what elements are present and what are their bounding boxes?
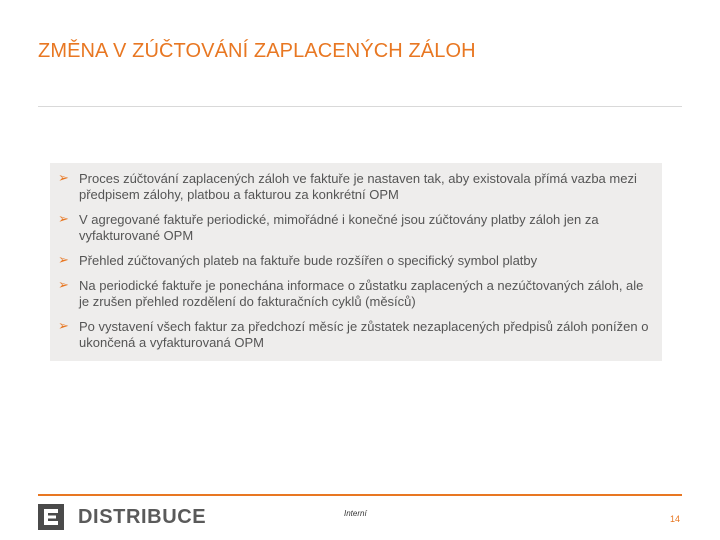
bullet-item <box>58 171 650 203</box>
content-box <box>50 163 662 361</box>
footer-divider <box>38 494 682 496</box>
bullet-text: Přehled zúčtovaných plateb na faktuře bude rozšířen o specifický symbol platby <box>79 253 538 268</box>
bullet-text: V agregované faktuře periodické, mimořádné i konečné jsou zúčtovány platby záloh jen za vyfakturované OPM <box>79 212 599 243</box>
arrow-bullet-icon: ➢ <box>58 319 69 334</box>
logo-text: DISTRIBUCE <box>78 505 207 528</box>
bullet-text: Proces zúčtování zaplacených záloh ve faktuře je nastaven tak, aby existovala přímá vazba mezi předpisem zálohy, platbou a fakturou za konkrétní OPM <box>79 171 637 202</box>
bullet-item <box>58 319 650 351</box>
bullet-item <box>58 253 650 269</box>
title-divider <box>38 106 682 107</box>
bullet-list <box>50 163 662 351</box>
bullet-item <box>58 278 650 310</box>
slide-title: ZMĚNA V ZÚČTOVÁNÍ ZAPLACENÝCH ZÁLOH <box>38 40 476 62</box>
arrow-bullet-icon: ➢ <box>58 171 69 186</box>
company-logo <box>38 504 206 530</box>
page-number: 14 <box>669 514 680 524</box>
cez-logo-icon <box>38 504 64 530</box>
arrow-bullet-icon: ➢ <box>58 253 69 268</box>
arrow-bullet-icon: ➢ <box>58 278 69 293</box>
bullet-item <box>58 212 650 244</box>
bullet-text: Na periodické faktuře je ponechána informace o zůstatku zaplacených a nezúčtovaných záloh, ale je zrušen přehled rozdělení do fakturačních cyklů (měsíců) <box>79 278 644 309</box>
bullet-text: Po vystavení všech faktur za předchozí měsíc je zůstatek nezaplacených předpisů záloh ponížen o ukončená a vyfakturovaná OPM <box>79 319 649 350</box>
arrow-bullet-icon: ➢ <box>58 212 69 227</box>
classification-label: Interní <box>344 509 367 518</box>
